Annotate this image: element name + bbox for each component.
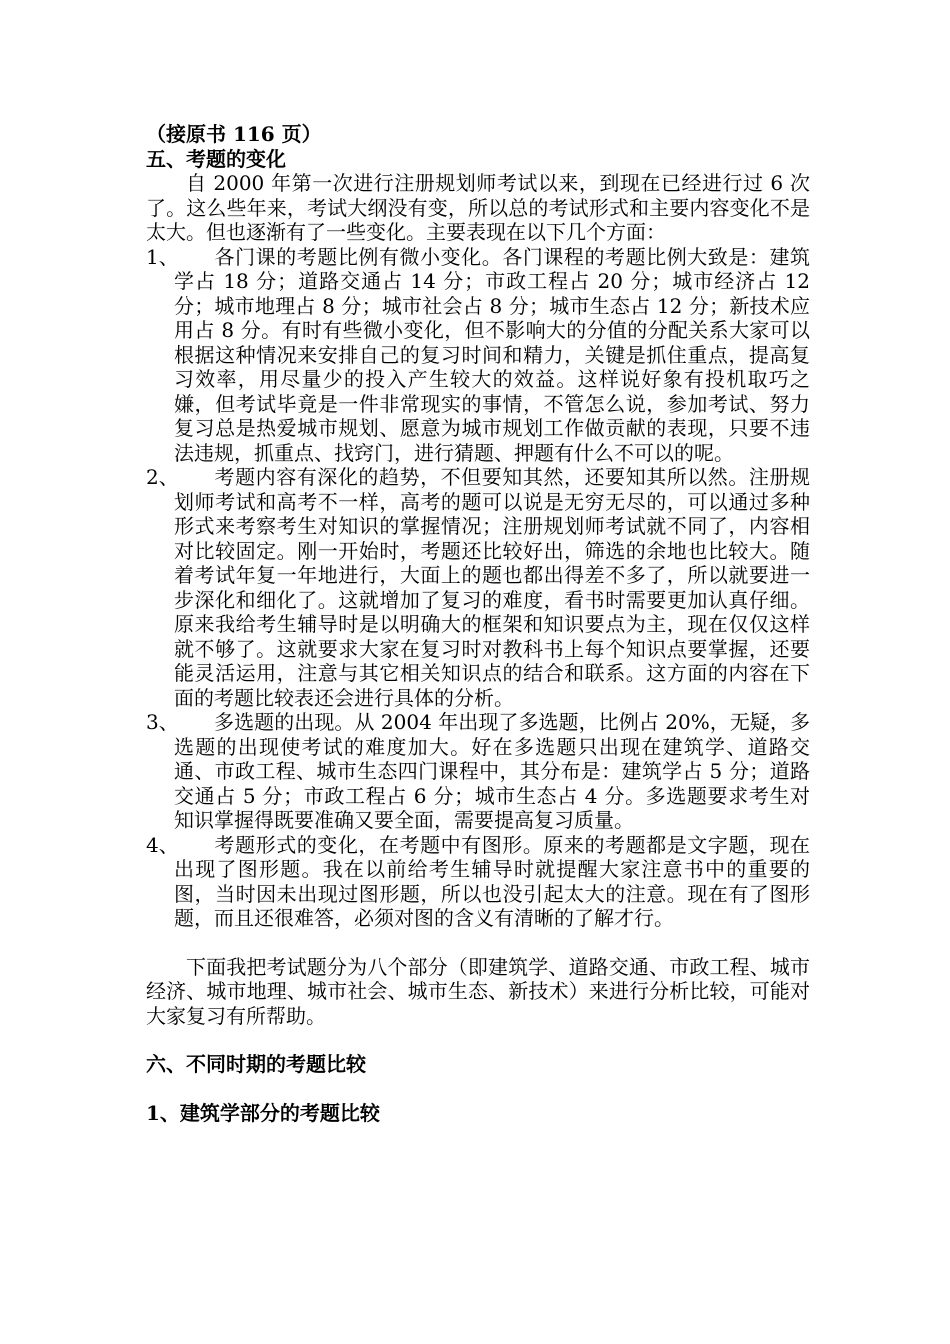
subsection-1-title: 1、建筑学部分的考题比较 — [146, 1100, 380, 1125]
section-6-title: 六、不同时期的考题比较 — [146, 1052, 366, 1076]
list-item — [146, 833, 810, 931]
list-item-number: 2、 — [146, 465, 179, 489]
spacer — [146, 1028, 810, 1052]
list-item-text: 多选题的出现。从 2004 年出现了多选题，比例占 20%，无疑，多选题的出现使考试的难度加大。好在多选题只出现在建筑学、道路交通、市政工程、城市生态四门课程中，其分布是：建筑学占 5 分；道路交通占 5 分；市政工程占 6 分；城市生态占 4 分。多选题要求考生对知识掌握得既要准确又要全面，需要提高复习质量。 — [174, 710, 810, 832]
list-item-number: 1、 — [146, 244, 179, 269]
list-item-text: 各门课的考题比例有微小变化。各门课程的考题比例大致是：建筑学占 18 分；道路交通占 14 分；市政工程占 20 分；城市经济占 12 分；城市地理占 8 分；城市社会占 8 分；城市生态占 12 分；新技术应用占 8 分。有时有些微小变化，但不影响大的分值的分配关系大家可以根据这种情况来安排自己的复习时间和精力，关键是抓住重点，提高复习效率，用尽量少的投入产生较大的效益。这样说好象有投机取巧之嫌，但考试毕竟是一件非常现实的事情，不管怎么说，参加考试、努力复习总是热爱城市规划、愿意为城市规划工作做贡献的表现，只要不违法违规，抓重点、找窍门，进行猜题、押题有什么不可以的呢。 — [174, 244, 810, 465]
spacer — [146, 931, 810, 955]
list-item — [146, 245, 810, 466]
spacer — [146, 1077, 810, 1101]
list-item-text: 考题内容有深化的趋势，不但要知其然，还要知其所以然。注册规划师考试和高考不一样，高考的题可以说是无穷无尽的，可以通过多种形式来考察考生对知识的掌握情况；注册规划师考试就不同了，内容相对比较固定。刚一开始时，考题还比较好出，筛选的余地也比较大。随着考试年复一年地进行，大面上的题也都出得差不多了，所以就要进一步深化和细化了。这就增加了复习的难度，看书时需要更加认真仔细。原来我给考生辅导时是以明确大的框架和知识要点为主，现在仅仅这样就不够了。这就要求大家在复习时对教科书上每个知识点要掌握，还要能灵活运用，注意与其它相关知识点的结合和联系。这方面的内容在下面的考题比较表还会进行具体的分析。 — [174, 465, 810, 710]
list-item-number: 3、 — [146, 710, 179, 734]
section-5-title: 五、考题的变化 — [146, 146, 286, 171]
list-item — [146, 710, 810, 833]
header-note: （接原书 116 页） — [146, 122, 322, 146]
summary-paragraph: 下面我把考试题分为八个部分（即建筑学、道路交通、市政工程、城市经济、城市地理、城市社会、城市生态、新技术）来进行分析比较，可能对大家复习有所帮助。 — [146, 954, 810, 1028]
list-item — [146, 465, 810, 710]
intro-paragraph: 自 2000 年第一次进行注册规划师考试以来，到现在已经进行过 6 次了。这么些年来，考试大纲没有变，所以总的考试形式和主要内容变化不是太大。但也逐渐有了一些变化。主要表现在以下几个方面： — [146, 171, 810, 244]
list-item-text: 考题形式的变化，在考题中有图形。原来的考题都是文字题，现在出现了图形题。我在以前给考生辅导时就提醒大家注意书中的重要的图，当时因未出现过图形题，所以也没引起太大的注意。现在有了图形题，而且还很难答，必须对图的含义有清晰的了解才行。 — [174, 832, 810, 930]
list-item-number: 4、 — [146, 832, 179, 857]
